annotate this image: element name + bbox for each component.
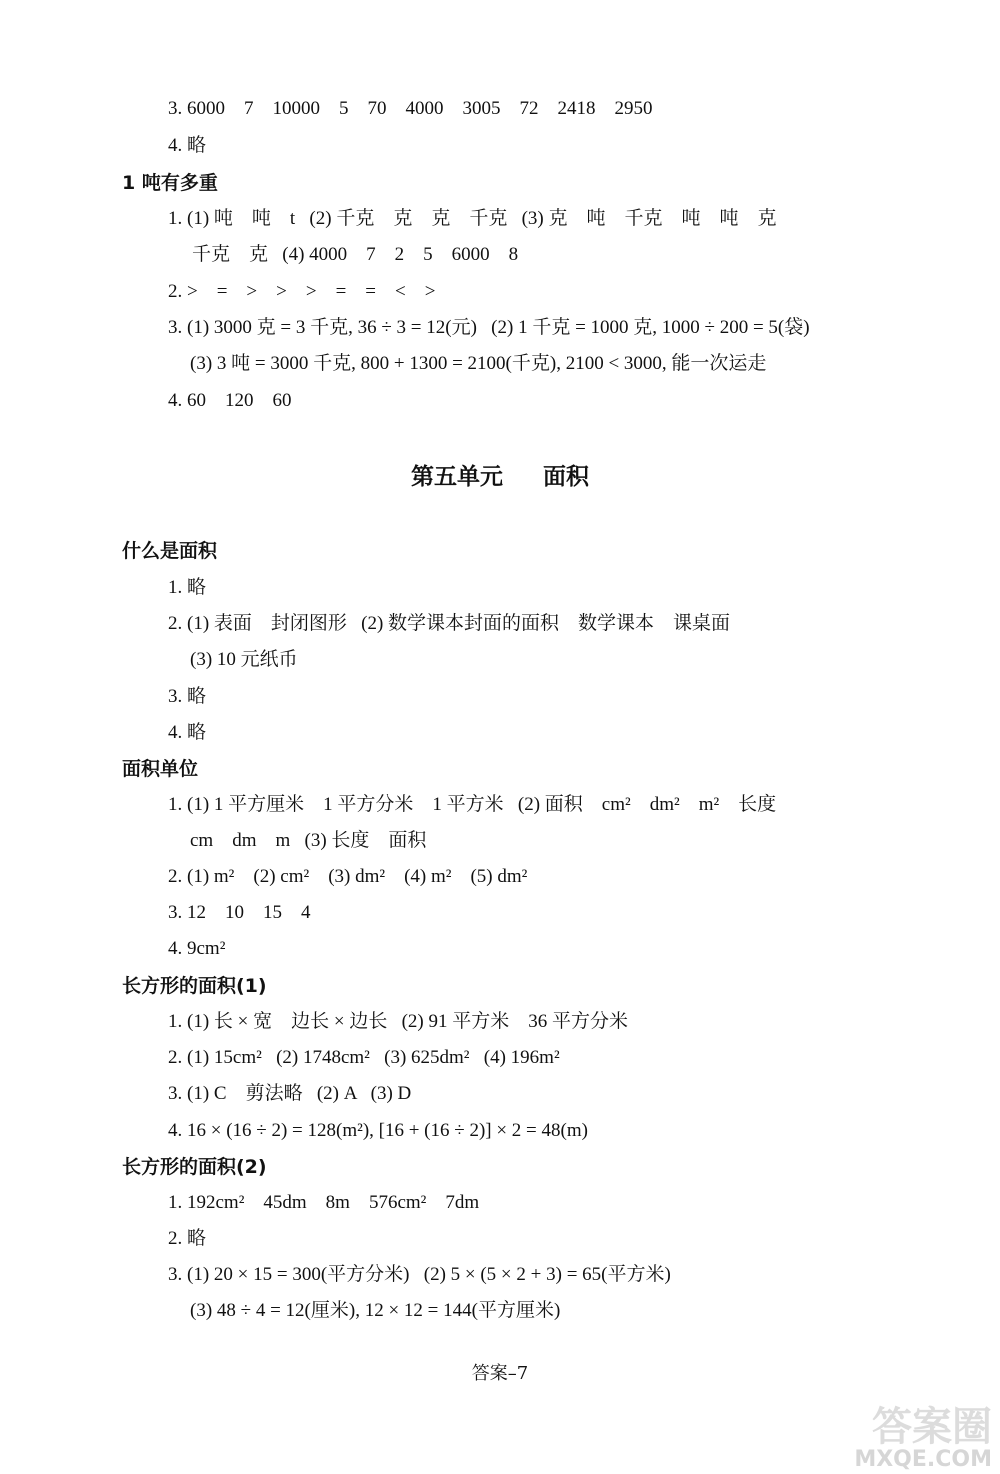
answer-line: 2. 略 [168,1228,207,1249]
answer-line: 2. (1) 15cm² (2) 1748cm² (3) 625dm² (4) 196m² [168,1047,560,1068]
answer-line: 1. (1) 吨 吨 t (2) 千克 克 克 千克 (3) 克 吨 千克 吨 吨 克 [168,208,777,229]
answer-line: 4. 略 [168,722,207,743]
answer-line: cm dm m (3) 长度 面积 [190,830,427,851]
section-heading: 1 吨有多重 [122,172,218,194]
section-heading: 长方形的面积(1) [122,975,267,997]
answer-line: 3. 略 [168,686,207,707]
answer-line: 3. (1) 3000 克 = 3 千克, 36 ÷ 3 = 12(元) (2) 1 千克 = 1000 克, 1000 ÷ 200 = 5(袋) [168,317,810,338]
answer-line: 4. 16 × (16 ÷ 2) = 128(m²), [16 + (16 ÷ 2)] × 2 = 48(m) [168,1120,588,1141]
answer-line: 1. 192cm² 45dm 8m 576cm² 7dm [168,1192,480,1213]
answer-line: 1. (1) 长 × 宽 边长 × 边长 (2) 91 平方米 36 平方分米 [168,1011,628,1032]
section-heading: 什么是面积 [122,540,218,562]
answer-line: (3) 3 吨 = 3000 千克, 800 + 1300 = 2100(千克), 2100 < 3000, 能一次运走 [190,353,767,374]
watermark-url: MXQE.COM [854,1447,992,1472]
answer-line: 3. 12 10 15 4 [168,902,311,923]
section-heading: 长方形的面积(2) [122,1156,267,1178]
answer-line: 3. 6000 7 10000 5 70 4000 3005 72 2418 2950 [168,98,653,119]
answer-line: (3) 48 ÷ 4 = 12(厘米), 12 × 12 = 144(平方厘米) [190,1300,561,1321]
watermark-logo [800,1400,1000,1474]
watermark-brand: 答案圈 [872,1404,992,1450]
page-number: 答案–7 [471,1363,529,1384]
answer-line: 1. 略 [168,577,207,598]
section-heading: 面积单位 [122,758,199,780]
answer-line: 2. (1) m² (2) cm² (3) dm² (4) m² (5) dm² [168,866,528,887]
answer-line: (3) 10 元纸币 [190,649,298,670]
unit-title: 第五单元 面积 [410,464,590,490]
answer-line: 3. (1) C 剪法略 (2) A (3) D [168,1083,412,1104]
answer-line: 2. > = > > > = = < > [168,281,436,302]
answer-line: 4. 60 120 60 [168,390,292,411]
answer-line: 4. 略 [168,135,207,156]
answer-line: 3. (1) 20 × 15 = 300(平方分米) (2) 5 × (5 × 2 + 3) = 65(平方米) [168,1264,671,1285]
answer-line: 1. (1) 1 平方厘米 1 平方分米 1 平方米 (2) 面积 cm² dm² m² 长度 [168,794,777,815]
answer-line: 千克 克 (4) 4000 7 2 5 6000 8 [192,244,519,265]
answer-line: 4. 9cm² [168,938,226,959]
answer-line: 2. (1) 表面 封闭图形 (2) 数学课本封面的面积 数学课本 课桌面 [168,613,731,634]
